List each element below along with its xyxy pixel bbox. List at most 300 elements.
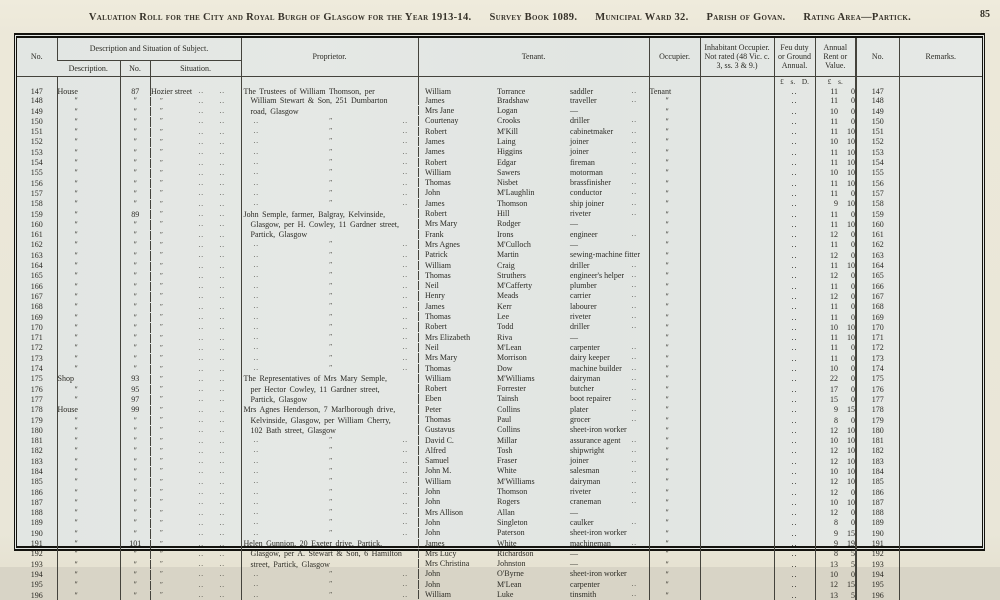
tenant-surname: Higgins	[497, 147, 523, 157]
remarks-cell	[899, 590, 982, 600]
entry-number-right: 172	[856, 343, 899, 353]
leader-dots: ..	[198, 477, 205, 486]
annual-rent-cell	[815, 364, 856, 374]
situation-cell	[150, 138, 241, 147]
inhabitant-occupier-cell	[700, 199, 774, 209]
tenant-first-name: Mrs Allison	[425, 507, 464, 517]
tenant-occupation: sheet-iron worker	[570, 569, 627, 579]
description-cell: ″	[57, 487, 120, 497]
entry-number-right: 147	[856, 87, 899, 96]
situation-cell	[150, 313, 241, 322]
feu-duty-cell: ..	[774, 127, 815, 137]
proprietor-ditto	[242, 282, 419, 291]
feu-duty-cell: ..	[774, 250, 815, 260]
leader-dots: ..	[631, 435, 638, 444]
rent-shillings: 0	[851, 116, 856, 126]
leader-dots: ..	[253, 333, 260, 342]
leader-dots: ..	[631, 167, 638, 176]
leader-dots: ..	[219, 498, 226, 507]
street-number-cell: 93	[120, 374, 150, 384]
proprietor-cell	[241, 539, 418, 549]
leader-dots: ..	[253, 353, 260, 362]
leader-dots: ..	[219, 560, 226, 569]
tenant-first-name: Mrs Lucy	[425, 548, 457, 558]
leader-dots: ..	[402, 291, 408, 300]
occupier-cell: ″	[649, 240, 700, 250]
situation-cell	[150, 467, 241, 476]
tenant-surname: Struthers	[497, 270, 526, 280]
annual-rent-cell	[815, 230, 856, 240]
description-cell: ″	[57, 199, 120, 209]
entry-number-left: 181	[30, 436, 43, 446]
feu-duty-cell: ..	[774, 116, 815, 126]
table-row	[17, 436, 982, 446]
proprietor-text: The Representatives of Mrs Mary Semple,	[243, 374, 387, 384]
occupier-cell: ″	[649, 364, 700, 374]
tenant-cell	[418, 477, 649, 486]
rent-shillings: 10	[847, 436, 856, 446]
tenant-occupation: engineer's helper	[570, 270, 625, 280]
proprietor-ditto	[242, 127, 419, 136]
tenant-cell	[418, 425, 649, 434]
tenant-first-name: William	[425, 260, 451, 270]
leader-dots: ..	[253, 312, 260, 321]
annual-rent-cell	[815, 322, 856, 332]
tenant-surname: White	[497, 466, 517, 476]
leader-dots: ..	[631, 209, 638, 218]
entry-number-left: 189	[30, 518, 43, 528]
situation-cell	[150, 344, 241, 353]
tenant-first-name: Neil	[425, 281, 439, 291]
tenant-occupation: —	[570, 239, 579, 249]
annual-rent-cell	[815, 116, 856, 126]
annual-rent-cell	[815, 261, 856, 271]
street-number-cell: ″	[120, 281, 150, 291]
remarks-cell	[899, 209, 982, 219]
entry-number-left: 179	[30, 415, 43, 425]
remarks-cell	[899, 322, 982, 332]
leader-dots: ..	[219, 405, 226, 414]
leader-dots: ..	[631, 476, 638, 485]
occupier-cell: ″	[649, 353, 700, 363]
tenant-surname: Crooks	[497, 116, 521, 126]
occupier-cell: ″	[649, 291, 700, 301]
tenant-surname: Dow	[497, 363, 513, 373]
leader-dots: ..	[631, 260, 638, 269]
annual-rent-cell	[815, 137, 856, 147]
tenant-cell	[418, 394, 649, 403]
tenant-occupation: assurance agent	[570, 435, 621, 445]
proprietor-ditto	[242, 529, 419, 538]
leader-dots: ..	[253, 199, 260, 208]
situation-cell	[150, 117, 241, 126]
rent-pounds: 11	[830, 343, 839, 353]
proprietor-cell	[241, 590, 418, 600]
tenant-occupation: butcher	[570, 384, 595, 394]
leader-dots: ..	[402, 178, 408, 187]
col-header-description-situation-group: Description and Situation of Subject.	[57, 38, 241, 60]
rent-shillings: 0	[851, 106, 856, 116]
leader-dots: ..	[198, 333, 205, 342]
occupier-cell: ″	[649, 127, 700, 137]
tenant-occupation: labourer	[570, 301, 597, 311]
feu-duty-cell: ..	[774, 240, 815, 250]
remarks-cell	[899, 87, 982, 96]
leader-dots: ..	[219, 446, 226, 455]
entry-number-right: 184	[856, 466, 899, 476]
situation-cell	[150, 323, 241, 332]
tenant-surname: Riva	[497, 332, 513, 342]
situation-text: ″	[160, 518, 163, 527]
inhabitant-occupier-cell	[700, 364, 774, 374]
rent-pounds: 11	[830, 281, 839, 291]
feu-duty-cell: ..	[774, 497, 815, 507]
remarks-cell	[899, 343, 982, 353]
situation-text: ″	[160, 457, 163, 466]
tenant-first-name: Mrs Jane	[425, 106, 455, 116]
remarks-cell	[899, 199, 982, 209]
tenant-cell	[418, 199, 649, 208]
situation-cell	[150, 128, 241, 137]
tenant-surname: M'Williams	[497, 373, 535, 383]
remarks-cell	[899, 549, 982, 559]
table-row	[17, 569, 982, 579]
tenant-first-name: Robert	[425, 126, 447, 136]
feu-duty-cell: ..	[774, 508, 815, 518]
annual-rent-cell	[815, 333, 856, 343]
street-number-cell: ″	[120, 559, 150, 569]
table-row	[17, 497, 982, 507]
leader-dots: ..	[631, 538, 638, 547]
table-row	[17, 528, 982, 538]
proprietor-cell	[241, 240, 418, 250]
remarks-cell	[899, 158, 982, 168]
rent-shillings: 10	[847, 147, 856, 157]
remarks-cell	[899, 497, 982, 507]
feu-duty-cell: ..	[774, 199, 815, 209]
rent-pounds: 11	[830, 302, 839, 312]
situation-text: Hozier street	[151, 86, 193, 96]
leader-dots: ..	[198, 220, 205, 229]
entry-number-right: 189	[856, 518, 899, 528]
rent-shillings: 10	[847, 168, 856, 178]
rent-pounds: 10	[830, 168, 839, 178]
table-row	[17, 322, 982, 332]
entry-number-right: 163	[856, 250, 899, 260]
tenant-first-name: John	[425, 579, 441, 589]
entry-number-right: 171	[856, 333, 899, 343]
leader-dots: ..	[219, 488, 226, 497]
tenant-occupation: brassfinisher	[570, 178, 611, 188]
situation-cell	[150, 385, 241, 394]
leader-dots: ..	[198, 127, 205, 136]
tenant-surname: Laing	[497, 136, 516, 146]
proprietor-cell	[241, 281, 418, 291]
tenant-cell	[418, 569, 649, 578]
proprietor-ditto	[242, 251, 419, 260]
leader-dots: ..	[219, 261, 226, 270]
entry-number-left: 156	[30, 178, 43, 188]
tenant-surname: Craig	[497, 260, 515, 270]
annual-rent-cell	[815, 240, 856, 250]
proprietor-ditto	[242, 477, 419, 486]
feu-duty-cell: ..	[774, 364, 815, 374]
leader-dots: ..	[631, 312, 638, 321]
description-cell: ″	[57, 261, 120, 271]
remarks-cell	[899, 96, 982, 106]
leader-dots: ..	[253, 322, 260, 331]
rent-pounds: 10	[830, 137, 839, 147]
feu-duty-cell: ..	[774, 291, 815, 301]
entry-number-right: 185	[856, 477, 899, 487]
rent-pounds: 10	[830, 497, 839, 507]
description-cell: ″	[57, 497, 120, 507]
leader-dots: ..	[219, 199, 226, 208]
leader-dots: ..	[198, 343, 205, 352]
tenant-cell	[418, 291, 649, 300]
rent-pounds: 11	[830, 188, 839, 198]
remarks-cell	[899, 271, 982, 281]
street-number-cell: ″	[120, 158, 150, 168]
inhabitant-occupier-cell	[700, 147, 774, 157]
entry-number-right: 168	[856, 302, 899, 312]
tenant-cell	[418, 559, 649, 568]
rent-shillings: 10	[847, 127, 856, 137]
leader-dots: ..	[198, 560, 205, 569]
remarks-cell	[899, 559, 982, 569]
tenant-surname: M'Lean	[497, 342, 522, 352]
annual-rent-cell	[815, 312, 856, 322]
annual-rent-cell	[815, 219, 856, 229]
annual-rent-cell	[815, 497, 856, 507]
occupier-cell: ″	[649, 590, 700, 600]
feu-duty-cell: ..	[774, 219, 815, 229]
entry-number-left: 168	[30, 302, 43, 312]
situation-cell	[150, 334, 241, 343]
occupier-cell: ″	[649, 302, 700, 312]
street-number-cell: 97	[120, 394, 150, 404]
street-number-cell: ″	[120, 312, 150, 322]
leader-dots: ..	[219, 549, 226, 558]
rent-shillings: 0	[851, 374, 856, 384]
entry-number-right: 165	[856, 271, 899, 281]
page-number: 85	[980, 9, 990, 20]
occupier-cell: ″	[649, 343, 700, 353]
inhabitant-occupier-cell	[700, 539, 774, 549]
col-header-description: Description.	[57, 60, 120, 76]
leader-dots: ..	[198, 529, 205, 538]
tenant-first-name: Thomas	[425, 270, 451, 280]
leader-dots: ..	[219, 189, 226, 198]
tenant-cell	[418, 384, 649, 393]
leader-dots: ..	[631, 353, 638, 362]
situation-text: ″	[160, 508, 163, 517]
tenant-cell	[418, 333, 649, 342]
street-number-cell: ″	[120, 96, 150, 106]
street-number-cell: ″	[120, 549, 150, 559]
rent-shillings: 10	[847, 497, 856, 507]
occupier-cell: ″	[649, 580, 700, 590]
remarks-cell	[899, 147, 982, 157]
proprietor-ditto	[242, 457, 419, 466]
entry-number-right: 148	[856, 96, 899, 106]
table-row	[17, 539, 982, 549]
leader-dots: ..	[631, 147, 638, 156]
title-survey-book: Survey Book 1089.	[489, 11, 578, 23]
tenant-occupation: driller	[570, 260, 590, 270]
feu-duty-cell: ..	[774, 466, 815, 476]
leader-dots: ..	[219, 251, 226, 260]
description-cell: ″	[57, 302, 120, 312]
situation-cell	[150, 200, 241, 209]
leader-dots: ..	[198, 179, 205, 188]
leader-dots: ..	[402, 188, 408, 197]
inhabitant-occupier-cell	[700, 219, 774, 229]
annual-rent-cell	[815, 466, 856, 476]
tenant-surname: Tosh	[497, 445, 513, 455]
leader-dots: ..	[631, 342, 638, 351]
rent-pounds: 12	[830, 456, 839, 466]
tenant-cell	[418, 127, 649, 136]
tenant-occupation: fireman	[570, 157, 595, 167]
occupier-cell: Tenant	[649, 87, 700, 96]
leader-dots: ..	[198, 282, 205, 291]
proprietor-ditto	[242, 436, 419, 445]
rent-pounds: 11	[830, 127, 839, 137]
situation-text: ″	[160, 179, 163, 188]
tenant-first-name: John M.	[425, 466, 452, 476]
entry-number-left: 159	[30, 209, 43, 219]
remarks-cell	[899, 466, 982, 476]
situation-text: ″	[160, 117, 163, 126]
street-number-cell: ″	[120, 322, 150, 332]
remarks-cell	[899, 106, 982, 116]
leader-dots: ..	[253, 497, 260, 506]
leader-dots: ..	[631, 136, 638, 145]
leader-dots: ..	[402, 261, 408, 270]
situation-text: ″	[160, 560, 163, 569]
street-number-cell: ″	[120, 364, 150, 374]
remarks-cell	[899, 127, 982, 137]
rent-shillings: 0	[851, 302, 856, 312]
rent-shillings: 0	[851, 364, 856, 374]
entry-number-left: 147	[30, 86, 43, 96]
situation-text: ″	[160, 385, 163, 394]
situation-cell	[150, 581, 241, 590]
leader-dots: ..	[253, 487, 260, 496]
situation-cell	[150, 447, 241, 456]
tenant-surname: Johnston	[497, 559, 526, 569]
situation-text: ″	[160, 261, 163, 270]
tenant-cell	[418, 343, 649, 352]
ditto-mark: ″	[329, 528, 333, 537]
leader-dots: ..	[631, 517, 638, 526]
tenant-surname: Fraser	[497, 456, 518, 466]
feu-duty-cell: ..	[774, 580, 815, 590]
ditto-mark: ″	[329, 590, 333, 599]
inhabitant-occupier-cell	[700, 137, 774, 147]
leader-dots: ..	[219, 168, 226, 177]
annual-rent-cell	[815, 569, 856, 579]
rent-shillings: 0	[851, 240, 856, 250]
occupier-cell: ″	[649, 333, 700, 343]
table-row	[17, 281, 982, 291]
leader-dots: ..	[219, 179, 226, 188]
tenant-first-name: Thomas	[425, 178, 451, 188]
tenant-cell	[418, 415, 649, 424]
proprietor-ditto	[242, 179, 419, 188]
inhabitant-occupier-cell	[700, 384, 774, 394]
rent-shillings: 10	[847, 137, 856, 147]
tenant-occupation: —	[570, 559, 579, 569]
leader-dots: ..	[198, 189, 205, 198]
leader-dots: ..	[198, 539, 205, 548]
inhabitant-occupier-cell	[700, 590, 774, 600]
rent-shillings: 19	[847, 539, 856, 549]
tenant-first-name: Mrs Elizabeth	[425, 332, 471, 342]
remarks-cell	[899, 425, 982, 435]
leader-dots: ..	[253, 590, 260, 599]
rent-shillings: 10	[847, 178, 856, 188]
tenant-surname: Kerr	[497, 301, 512, 311]
description-cell: ″	[57, 219, 120, 229]
street-number-cell: ″	[120, 487, 150, 497]
street-number-cell: ″	[120, 477, 150, 487]
remarks-cell	[899, 374, 982, 384]
situation-text: ″	[160, 539, 163, 548]
col-header-occupier: Occupier.	[649, 38, 700, 76]
feu-duty-cell: ..	[774, 96, 815, 106]
description-cell: ″	[57, 116, 120, 126]
tenant-cell	[418, 518, 649, 527]
leader-dots: ..	[253, 569, 260, 578]
tenant-surname: M'Kill	[497, 126, 519, 136]
leader-dots: ..	[198, 313, 205, 322]
occupier-cell: ″	[649, 394, 700, 404]
leader-dots: ..	[253, 518, 260, 527]
proprietor-ditto	[242, 168, 419, 177]
entry-number-right: 191	[856, 539, 899, 549]
entry-number-left: 155	[30, 168, 43, 178]
leader-dots: ..	[253, 127, 260, 136]
proprietor-cell	[241, 446, 418, 456]
rent-pounds: 12	[830, 580, 839, 590]
feu-duty-cell: ..	[774, 384, 815, 394]
rent-currency-label: £ s.	[815, 76, 856, 87]
ditto-mark: ″	[329, 456, 333, 465]
rent-shillings: 10	[847, 477, 856, 487]
inhabitant-occupier-cell	[700, 127, 774, 137]
leader-dots: ..	[402, 590, 408, 599]
inhabitant-occupier-cell	[700, 374, 774, 384]
entry-number-left: 151	[30, 127, 43, 137]
tenant-occupation: carrier	[570, 291, 591, 301]
table-row	[17, 353, 982, 363]
remarks-cell	[899, 261, 982, 271]
remarks-cell	[899, 291, 982, 301]
feu-duty-cell: ..	[774, 446, 815, 456]
rent-pounds: 12	[830, 230, 839, 240]
tenant-cell	[418, 508, 649, 517]
street-number-cell: ″	[120, 116, 150, 126]
annual-rent-cell	[815, 250, 856, 260]
ditto-mark: ″	[329, 518, 333, 527]
occupier-cell: ″	[649, 466, 700, 476]
situation-text: ″	[160, 467, 163, 476]
rent-pounds: 12	[830, 446, 839, 456]
entry-number-left: 165	[30, 271, 43, 281]
tenant-surname: M'Culloch	[497, 239, 531, 249]
